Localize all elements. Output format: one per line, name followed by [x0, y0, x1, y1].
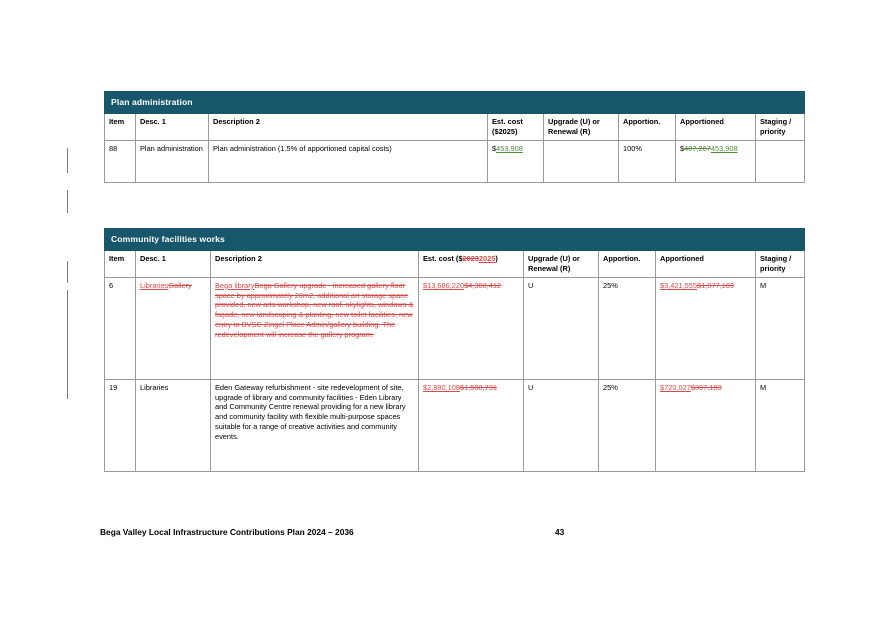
cell-apportioned — [676, 140, 756, 182]
cell-upgrade-renewal: U — [524, 277, 599, 379]
cell-desc1: Plan administration — [136, 140, 209, 182]
currency-symbol: $ — [680, 143, 685, 153]
table-row — [105, 379, 805, 471]
cell-apportioned — [656, 379, 756, 471]
cell-item: 6 — [105, 277, 136, 379]
revision-change-bar — [67, 190, 68, 213]
inserted-text: 2025 — [478, 254, 496, 264]
band-title: Community facilities works — [105, 229, 805, 251]
column-header-item: Item — [105, 114, 136, 141]
cell-desc1: Libraries — [136, 379, 211, 471]
page-footer — [100, 527, 804, 537]
cell-apportioned — [656, 277, 756, 379]
cell-desc1 — [136, 277, 211, 379]
deleted-text: $1,077,103 — [697, 280, 734, 290]
revision-change-bar — [67, 290, 68, 399]
cell-upgrade-renewal: U — [524, 379, 599, 471]
inserted-text: Bega library — [215, 280, 255, 290]
cell-description2: Plan administration (1.5% of apportioned capital costs) — [209, 140, 488, 182]
header-label-prefix: Est. cost ($ — [423, 254, 463, 264]
inserted-text: $13,686,220 — [423, 280, 465, 290]
column-header-apportioned: Apportioned — [676, 114, 756, 141]
inserted-text: 453,908 — [496, 143, 523, 153]
table-band-plan-administration — [105, 92, 805, 114]
cell-est-cost — [488, 140, 544, 182]
column-header-apportion: Apportion. — [619, 114, 676, 141]
deleted-text: 2023 — [462, 254, 479, 264]
table-header-row — [105, 251, 805, 278]
inserted-text: $3,421,555 — [660, 280, 697, 290]
column-header-upgrade-renewal: Upgrade (U) or Renewal (R) — [524, 251, 599, 278]
deleted-text: 407,267 — [684, 143, 711, 153]
cell-item: 88 — [105, 140, 136, 182]
cell-description2: Eden Gateway refurbishment - site redevelopment of site, upgrade of library and community facilities - Eden Library and Community Centre renewal providing for a new library and community facility with flexible multi-purpose spaces suitable for a range of creative activities and community events. — [211, 379, 419, 471]
column-header-desc1: Desc. 1 — [136, 251, 211, 278]
column-header-item: Item — [105, 251, 136, 278]
cell-description2 — [211, 277, 419, 379]
cell-staging-priority: M — [756, 379, 805, 471]
column-header-apportion: Apportion. — [599, 251, 656, 278]
cell-staging-priority: M — [756, 277, 805, 379]
deleted-text: $4,308,412 — [464, 280, 502, 290]
table-header-row — [105, 114, 805, 141]
cell-apportion: 100% — [619, 140, 676, 182]
column-header-description2: Description 2 — [209, 114, 488, 141]
cell-item: 19 — [105, 379, 136, 471]
footer-document-title: Bega Valley Local Infrastructure Contributions Plan 2024 – 2036 — [100, 527, 354, 537]
footer-page-number: 43 — [555, 527, 565, 537]
inserted-text: Libraries — [140, 280, 169, 290]
column-header-upgrade-renewal: Upgrade (U) or Renewal (R) — [544, 114, 619, 141]
column-header-est-cost: Est. cost ($2025) — [488, 114, 544, 141]
inserted-text: $720,027 — [660, 382, 691, 392]
cell-staging-priority — [756, 140, 805, 182]
deleted-text: $397,183 — [690, 382, 722, 392]
header-label-suffix: ) — [495, 254, 498, 264]
revision-change-bar — [67, 261, 68, 283]
column-header-staging-priority: Staging / priority — [756, 251, 805, 278]
column-header-desc1: Desc. 1 — [136, 114, 209, 141]
plan-administration-table — [104, 91, 805, 183]
table-row — [105, 277, 805, 379]
inserted-text: 453,908 — [710, 143, 738, 153]
column-header-est-cost — [419, 251, 524, 278]
deleted-text: Bega Gallery upgrade - increased gallery floor space by approximately 20m2, additional art storage space provided, new arts workshop, new roof, skylights, windows & façade, new landscaping & planting, new toilet facilities, new entry to BVSC Zingel Place Admin/gallery building. The redevelopment will increase the gallery program. — [215, 280, 414, 339]
inserted-text: $2,880,108 — [423, 382, 460, 392]
column-header-apportioned: Apportioned — [656, 251, 756, 278]
community-facilities-works-table — [104, 228, 805, 472]
table-band-community-facilities — [105, 229, 805, 251]
cell-est-cost — [419, 379, 524, 471]
column-header-description2: Description 2 — [211, 251, 419, 278]
deleted-text: $1,588,731 — [460, 382, 497, 392]
revision-change-bar — [67, 148, 68, 173]
currency-symbol: $ — [492, 143, 497, 153]
cell-upgrade-renewal — [544, 140, 619, 182]
table-row — [105, 140, 805, 182]
band-title: Plan administration — [105, 92, 805, 114]
column-header-staging-priority: Staging / priority — [756, 114, 805, 141]
cell-apportion: 25% — [599, 277, 656, 379]
deleted-text: Gallery — [168, 280, 192, 290]
cell-apportion: 25% — [599, 379, 656, 471]
cell-est-cost — [419, 277, 524, 379]
